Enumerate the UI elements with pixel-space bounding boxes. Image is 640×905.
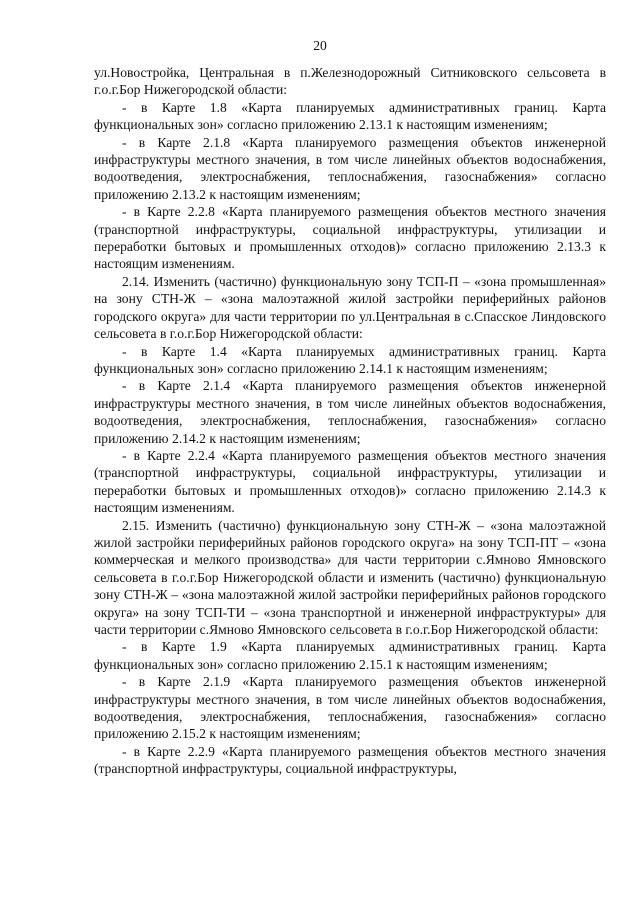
paragraph-item-2-15: 2.15. Изменить (частично) функциональную зону СТН-Ж – «зона малоэтажной жилой застройки периферийных районов городского округа» на зону ТСП-ПТ – «зона коммерческая и мелкого производства» для части территории с.Ямново Ямновского сельсовета в г.о.г.Бор Нижегородской области и изменить (частично) функциональную зону СТН-Ж – «зона малоэтажной жилой застройки периферийных районов городского округа» на зону ТСП-ТИ – «зона транспортной и инженерной инфраструктуры» для части территории с.Ямново Ямновского сельсовета в г.о.г.Бор Нижегородской области:	[94, 517, 606, 637]
paragraph-continuation: ул.Новостройка, Центральная в п.Железнодорожный Ситниковского сельсовета в г.о.г.Бор Нижегородской области:	[94, 65, 606, 98]
document-body	[94, 64, 606, 778]
paragraph-map-2-1-8: - в Карте 2.1.8 «Карта планируемого размещения объектов инженерной инфраструктуры местного значения, в том числе линейных объектов водоснабжения, водоотведения, электроснабжения, теплоснабжения, газоснабжения» согласно приложению 2.13.2 к настоящим изменениям;	[94, 134, 606, 202]
page-number: 20	[313, 38, 327, 53]
paragraph-map-2-1-4: - в Карте 2.1.4 «Карта планируемого размещения объектов инженерной инфраструктуры местного значения, в том числе линейных объектов водоснабжения, водоотведения, электроснабжения, теплоснабжения, газоснабжения» согласно приложению 2.14.2 к настоящим изменениям;	[94, 378, 606, 446]
paragraph-item-2-14: 2.14. Изменить (частично) функциональную зону ТСП-П – «зона промышленная» на зону СТН-Ж – «зона малоэтажной жилой застройки периферийных районов городского округа» для части территории по ул.Центральная в с.Спасское Линдовского сельсовета в г.о.г.Бор Нижегородской области:	[94, 273, 606, 342]
paragraph-map-2-2-9: - в Карте 2.2.9 «Карта планируемого размещения объектов местного значения (транспортной инфраструктуры, социальной инфраструктуры,	[94, 743, 606, 777]
paragraph-map-1-8: - в Карте 1.8 «Карта планируемых административных границ. Карта функциональных зон» согласно приложению 2.13.1 к настоящим изменениям;	[94, 99, 606, 133]
paragraph-map-1-4: - в Карте 1.4 «Карта планируемых административных границ. Карта функциональных зон» согласно приложению 2.14.1 к настоящим изменениям;	[94, 343, 606, 376]
paragraph-map-2-1-9: - в Карте 2.1.9 «Карта планируемого размещения объектов инженерной инфраструктуры местного значения, в том числе линейных объектов водоснабжения, водоотведения, электроснабжения, теплоснабжения, газоснабжения» согласно приложению 2.15.2 к настоящим изменениям;	[94, 674, 606, 742]
paragraph-map-2-2-8: - в Карте 2.2.8 «Карта планируемого размещения объектов местного значения (транспортной инфраструктуры, социальной инфраструктуры, утилизации и переработки бытовых и промышленных отходов)» согласно приложению 2.13.3 к настоящим изменениям.	[94, 204, 606, 272]
paragraph-map-2-2-4: - в Карте 2.2.4 «Карта планируемого размещения объектов местного значения (транспортной инфраструктуры, социальной инфраструктуры, утилизации и переработки бытовых и промышленных отходов)» согласно приложению 2.14.3 к настоящим изменениям.	[94, 447, 606, 516]
paragraph-map-1-9: - в Карте 1.9 «Карта планируемых административных границ. Карта функциональных зон» согласно приложению 2.15.1 к настоящим изменениям;	[94, 639, 606, 672]
